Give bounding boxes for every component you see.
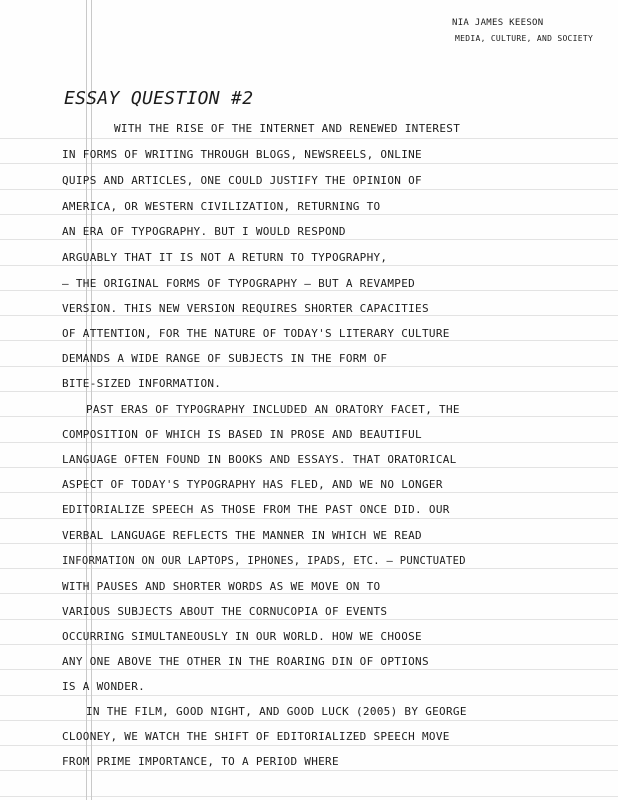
- essay-line: WITH PAUSES AND SHORTER WORDS AS WE MOVE ON TO: [62, 580, 381, 593]
- ruled-line: [0, 138, 618, 139]
- essay-line: LANGUAGE OFTEN FOUND IN BOOKS AND ESSAYS. THAT ORATORICAL: [62, 453, 457, 466]
- essay-line: — THE ORIGINAL FORMS OF TYPOGRAPHY — BUT A REVAMPED: [62, 277, 416, 290]
- essay-line: VARIOUS SUBJECTS ABOUT THE CORNUCOPIA OF EVENTS: [62, 605, 388, 618]
- essay-line: AN ERA OF TYPOGRAPHY. BUT I WOULD RESPOND: [62, 225, 346, 238]
- essay-line: COMPOSITION OF WHICH IS BASED IN PROSE AND BEAUTIFUL: [62, 428, 422, 441]
- ruled-line: [0, 265, 618, 266]
- essay-title: ESSAY QUESTION #2: [64, 88, 254, 109]
- course-name: MEDIA, CULTURE, AND SOCIETY: [455, 34, 594, 43]
- essay-line: INFORMATION ON OUR LAPTOPS, IPHONES, IPADS, ETC. — PUNCTUATED: [62, 555, 466, 567]
- ruled-line: [0, 189, 618, 190]
- essay-line: FROM PRIME IMPORTANCE, TO A PERIOD WHERE: [62, 755, 339, 768]
- essay-line: DEMANDS A WIDE RANGE OF SUBJECTS IN THE FORM OF: [62, 352, 388, 365]
- essay-line: ARGUABLY THAT IT IS NOT A RETURN TO TYPOGRAPHY,: [62, 251, 388, 264]
- essay-line: VERBAL LANGUAGE REFLECTS THE MANNER IN WHICH WE READ: [62, 529, 422, 542]
- ruled-line: [0, 290, 618, 291]
- ruled-line: [0, 467, 618, 468]
- ruled-line: [0, 340, 618, 341]
- ruled-line: [0, 239, 618, 240]
- essay-line: OCCURRING SIMULTANEOUSLY IN OUR WORLD. HOW WE CHOOSE: [62, 630, 422, 643]
- essay-line: WITH THE RISE OF THE INTERNET AND RENEWED INTEREST: [114, 122, 461, 135]
- ruled-line: [0, 214, 618, 215]
- ruled-line: [0, 543, 618, 544]
- ruled-line: [0, 644, 618, 645]
- essay-line: QUIPS AND ARTICLES, ONE COULD JUSTIFY THE OPINION OF: [62, 174, 422, 187]
- ruled-line: [0, 568, 618, 569]
- ruled-line: [0, 695, 618, 696]
- essay-line: VERSION. THIS NEW VERSION REQUIRES SHORTER CAPACITIES: [62, 302, 429, 315]
- ruled-line: [0, 442, 618, 443]
- ruled-line: [0, 391, 618, 392]
- essay-line: ASPECT OF TODAY'S TYPOGRAPHY HAS FLED, AND WE NO LONGER: [62, 478, 443, 491]
- essay-line: BITE-SIZED INFORMATION.: [62, 377, 222, 390]
- essay-line: IN THE FILM, GOOD NIGHT, AND GOOD LUCK (2005) BY GEORGE: [86, 705, 467, 718]
- essay-line: IS A WONDER.: [62, 680, 146, 693]
- essay-line: IN FORMS OF WRITING THROUGH BLOGS, NEWSREELS, ONLINE: [62, 148, 422, 161]
- ruled-line: [0, 416, 618, 417]
- ruled-line: [0, 366, 618, 367]
- ruled-line: [0, 619, 618, 620]
- ruled-line: [0, 745, 618, 746]
- essay-line: OF ATTENTION, FOR THE NATURE OF TODAY'S LITERARY CULTURE: [62, 327, 450, 340]
- author-name: NIA JAMES KEESON: [452, 18, 544, 28]
- ruled-line: [0, 593, 618, 594]
- essay-line: CLOONEY, WE WATCH THE SHIFT OF EDITORIALIZED SPEECH MOVE: [62, 730, 450, 743]
- essay-line: EDITORIALIZE SPEECH AS THOSE FROM THE PAST ONCE DID. OUR: [62, 503, 450, 516]
- ruled-line: [0, 518, 618, 519]
- ruled-line: [0, 315, 618, 316]
- essay-line: AMERICA, OR WESTERN CIVILIZATION, RETURNING TO: [62, 200, 381, 213]
- ruled-line: [0, 720, 618, 721]
- ruled-line: [0, 669, 618, 670]
- essay-line: ANY ONE ABOVE THE OTHER IN THE ROARING DIN OF OPTIONS: [62, 655, 429, 668]
- ruled-line: [0, 770, 618, 771]
- ruled-line: [0, 796, 618, 797]
- ruled-line: [0, 163, 618, 164]
- ruled-line: [0, 492, 618, 493]
- essay-line: PAST ERAS OF TYPOGRAPHY INCLUDED AN ORATORY FACET, THE: [86, 403, 460, 416]
